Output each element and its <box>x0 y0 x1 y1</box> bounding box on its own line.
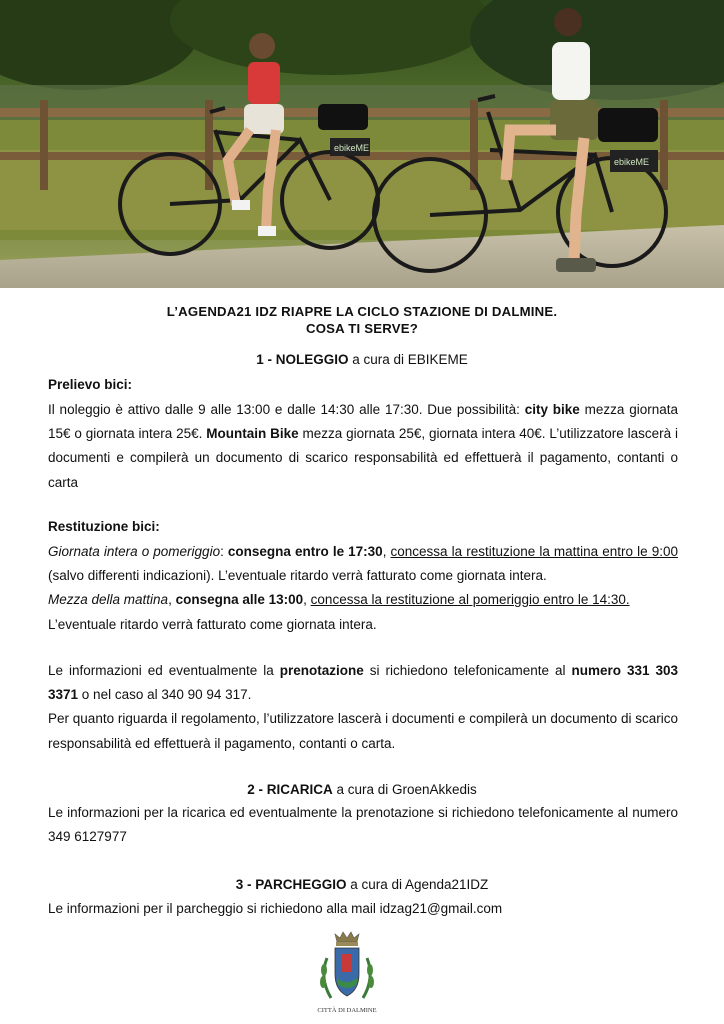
prelievo-paragraph <box>48 398 678 495</box>
bike-brand-label: ebikeME <box>334 143 370 153</box>
title-line-2: COSA TI SERVE? <box>306 321 418 336</box>
section-2-heading-rest: a cura di GroenAkkedis <box>332 782 477 797</box>
section-3-heading-bold: 3 - PARCHEGGIO <box>235 877 347 892</box>
city-logo <box>307 928 387 1018</box>
section-3-heading <box>0 877 724 892</box>
phone-number-bold: numero 331 303 3371 <box>48 663 678 703</box>
text-run: (salvo differenti indicazioni). L’eventuale ritardo verrà fatturato come giornata intera. <box>48 568 547 584</box>
italic-run: Giornata intera o pomeriggio <box>48 544 221 559</box>
bike-brand-label: ebikeME <box>614 157 650 167</box>
restituzione-label: Restituzione bici: <box>48 519 160 534</box>
text-run: Per quanto riguarda il regolamento, l’utilizzatore lascerà i documenti e compilerà un documento di scarico responsabilità ed effettuerà il pagamento, contanti o carta. <box>48 711 678 751</box>
header-photo <box>0 0 724 288</box>
restituzione-paragraph <box>48 540 678 637</box>
text-run: L’eventuale ritardo verrà fatturato come giornata intera. <box>48 616 377 632</box>
text-run: mezza giornata 15€ o giornata intera 25€. <box>48 402 678 442</box>
city-bike-bold: city bike <box>524 402 580 417</box>
section-2-heading-bold: 2 - RICARICA <box>247 782 333 797</box>
section-3-heading-rest: a cura di Agenda21IDZ <box>346 877 489 892</box>
prelievo-label: Prelievo bici: <box>48 377 133 392</box>
text-run: o nel caso al 340 90 94 317. <box>78 687 252 703</box>
two-women-on-ebikes-photo <box>0 0 724 288</box>
bold-run: consegna entro le 17:30 <box>227 544 383 559</box>
bold-run: prenotazione <box>279 663 364 678</box>
text-run: si richiedono telefonicamente al <box>363 663 572 678</box>
text-run: Le informazioni ed eventualmente la <box>48 663 280 678</box>
mountain-bike-bold: Mountain Bike <box>206 426 299 442</box>
italic-run: Mezza della mattina <box>48 592 169 608</box>
text-run: Il noleggio è attivo dalle 9 alle 13:00 e dalle 14:30 alle 17:30. Due possibilità: <box>48 402 525 417</box>
section-2-heading <box>0 782 724 797</box>
logo-caption: CITTÀ DI DALMINE <box>317 1007 377 1014</box>
text-run: , <box>168 592 176 608</box>
text-run: mezza giornata 25€, giornata intera 40€. L’utilizzatore lascerà i documenti e compilerà un documento di scarico responsabilità ed effettuerà il pagamento, contanti o carta <box>48 426 678 490</box>
info-paragraph <box>48 659 678 756</box>
text-run: , <box>382 544 391 559</box>
text-run: , <box>303 592 311 608</box>
page-title <box>0 303 724 337</box>
underline-run: concessa la restituzione la mattina entro le 9:00 <box>390 544 678 559</box>
section-2-paragraph: Le informazioni per la ricarica ed eventualmente la prenotazione si richiedono telefonicamente al numero 349 6127977 <box>48 805 678 845</box>
dalmine-coat-of-arms-icon <box>307 928 387 1018</box>
text-run: : <box>220 544 228 559</box>
section-3-paragraph: Le informazioni per il parcheggio si richiedono alla mail idzag21@gmail.com <box>48 901 503 916</box>
underline-run: concessa la restituzione al pomeriggio entro le 14:30. <box>310 592 630 608</box>
section-1-heading <box>0 352 724 367</box>
section-1-heading-bold: 1 - NOLEGGIO <box>256 352 349 367</box>
title-line-1: L’AGENDA21 IDZ RIAPRE LA CICLO STAZIONE DI DALMINE. <box>166 304 558 319</box>
bold-run: consegna alle 13:00 <box>175 592 304 608</box>
section-1-heading-rest: a cura di EBIKEME <box>348 352 468 367</box>
